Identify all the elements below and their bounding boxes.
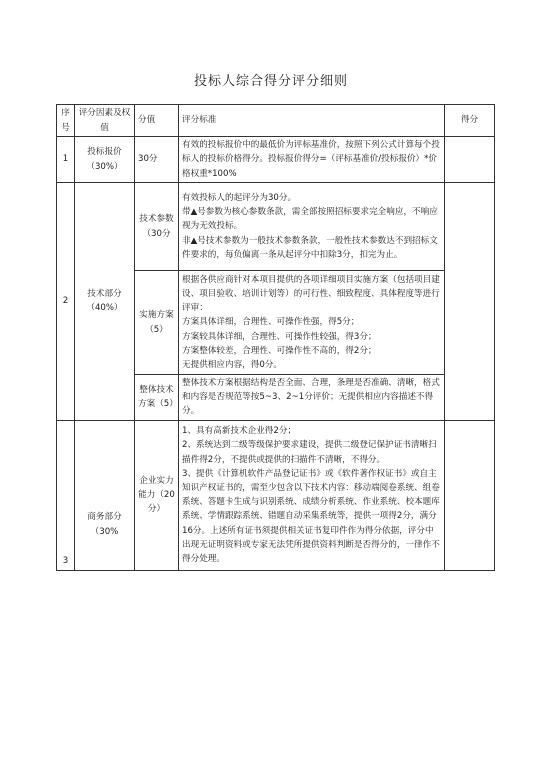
- standard-line: 根据各供应商针对本项目提供的各项详细项目实施方案（包括项目建设、项目验收、培训计划等）的可行性、细致程度、具体程度等进行评审：: [182, 274, 440, 314]
- header-result: 得分: [445, 105, 495, 137]
- row-standard: 有效的投标报价中的最低价为评标基准价，按照下列公式计算每个投标人的投标价格得分。投标报价得分=（评标基准价/投标报价）*价格权重*100%: [179, 137, 445, 183]
- header-score: 分值: [135, 105, 179, 137]
- row-factor: [75, 137, 135, 183]
- row-score: 整体技术方案（5）: [135, 375, 179, 421]
- standard-line: 方案具体详细，合理性、可操作性强，得5分；: [182, 317, 360, 328]
- standard-line: 3、提供《计算机软件产品登记证书》或《软件著作权证书》或自主知识产权证书的，需至少包含以下技术内容：移动端阅卷系统、组卷系统、答题卡生成与识别系统、成绩分析系统、作业系统、校本题库系统、学情跟踪系统、错题自动采集系统等，提供一项得2分，满分16分。上述所有证书须提供相关证书复印件作为得分依据，评分中出现无证明资料或专家无法凭所提供资料判断是否得分的，一律作不得分处理。: [182, 468, 440, 564]
- row-result: [445, 183, 495, 421]
- factor-name: 技术部分: [87, 289, 122, 300]
- standard-line: 方案较具体详细，合理性、可操作性较强，得3分；: [182, 331, 377, 342]
- row-score: 30分: [135, 137, 179, 183]
- row-score: 技术参数（30分: [135, 183, 179, 271]
- standard-line: 带▲号参数为核心参数条款，需全部按照招标要求完全响应，不响应视为无效投标。: [182, 207, 438, 232]
- table-row: [57, 420, 495, 570]
- row-score: 企业实力能力（20分）: [135, 420, 179, 570]
- standard-line: 非▲号技术参数为一般技术参数条款，一般性技术参数达不到招标文件要求的，每负偏离一条从起评分中扣除3分，扣完为止。: [182, 235, 438, 260]
- header-standard: 评分标准: [179, 105, 445, 137]
- standard-line: 无提供相应内容，得0分。: [182, 360, 282, 370]
- header-factor: 评分因素及权值: [75, 105, 135, 137]
- factor-weight: （30%）: [86, 161, 123, 172]
- standard-line: 2、系统达到二级等级保护要求建设，提供二级登记保护证书清晰扫描件得2分，不提供或提供的扫描件不清晰，不得分。: [182, 440, 437, 465]
- standard-line: 方案整体较差，合理性、可操作性不高的，得2分；: [182, 345, 377, 356]
- row-factor: [75, 183, 135, 421]
- row-result: [445, 420, 495, 570]
- factor-name: 商务部分: [87, 512, 122, 523]
- row-standard: 整体技术方案根据结构是否全面、合理，条理是否准确、清晰，格式和内容是否规范等按5~3、2~1分评价；无提供相应内容描述不得分。: [179, 375, 445, 421]
- row-standard: [179, 183, 445, 271]
- factor-weight: （30%: [90, 526, 119, 537]
- scoring-table: [56, 104, 495, 571]
- row-score: 实施方案（5）: [135, 271, 179, 375]
- row-seq: 1: [57, 137, 75, 183]
- row-seq: 3: [57, 420, 75, 570]
- document-title: 投标人综合得分评分细则: [193, 74, 348, 89]
- standard-line: 有效投标人的起评分为30分。: [182, 192, 297, 203]
- factor-name: 投标报价: [87, 147, 122, 158]
- table-header-row: [57, 105, 495, 137]
- row-standard: [179, 271, 445, 375]
- row-result: [445, 137, 495, 183]
- row-standard: [179, 420, 445, 570]
- row-factor: [75, 420, 135, 570]
- standard-line: 1、具有高新技术企业得2分；: [182, 426, 297, 437]
- row-seq: 2: [57, 183, 75, 421]
- header-seq: 序号: [57, 105, 75, 137]
- table-row: [57, 183, 495, 271]
- factor-weight: （40%）: [86, 303, 123, 314]
- table-row: [57, 137, 495, 183]
